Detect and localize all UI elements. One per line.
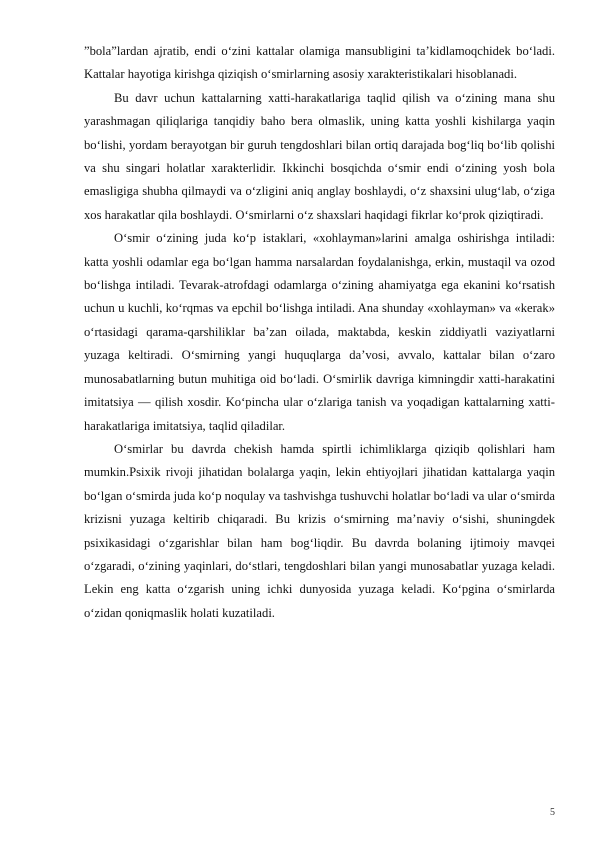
paragraph-3: O‘smir o‘zining juda ko‘p istaklari, «xohlayman»larini amalga oshirishga intiladi: katta yoshli odamlar ega bo‘lgan hamma narsalardan foydalanishga, erkin, mustaqil va ozod bo‘lishga intiladi. Tevarak-atrofdagi odamlarga o‘zining ahamiyatga ega ekanini ko‘rsatish uchun u kuchli, ko‘rqmas va epchil bo‘lishga intiladi. Ana shunday «xohlayman» va «kerak» o‘rtasidagi qarama-qarshiliklar ba’zan oilada, maktabda, keskin ziddiyatli vaziyatlarni yuzaga keltiradi. O‘smirning yangi huquqlarga da’vosi, avvalo, kattalar bilan o‘zaro munosabatlarning butun muhitiga oid bo‘ladi. O‘smirlik davriga kimningdir xatti-harakatini imitatsiya — qilish xosdir. Ko‘pincha ular o‘zlariga tanish va yoqadigan kattalarning xatti-harakatlariga imitatsiya, taqlid qiladilar. bbox=[84, 231, 555, 433]
paragraph-1: ”bola”lardan ajratib, endi o‘zini kattalar olamiga mansubligini ta’kidlamoqchidek bo‘ladi. Kattalar hayotiga kirishga qiziqish o‘smirlarning asosiy xarakteristikalari hisoblanadi. bbox=[84, 44, 555, 82]
paragraph-2: Bu davr uchun kattalarning xatti-harakatlariga taqlid qilish va o‘zining mana shu yarashmagan qiliqlariga tanqidiy baho bera olmaslik, uning katta yoshli kishilarga yaqin bo‘lishi, yordam berayotgan bir guruh tengdoshlari bilan ortiq darajada bog‘liq bo‘lib qolishi va shu singari holatlar xarakterlidir. Ikkinchi bosqichda o‘smir endi o‘zining yosh bola emasligiga shubha qilmaydi va o‘zligini aniq anglay boshlaydi, o‘z shaxsini ulug‘lab, o‘ziga xos harakatlar qila boshlaydi. O‘smirlarni o‘z shaxslari haqidagi fikrlar ko‘prok qiziqtiradi. bbox=[84, 90, 555, 222]
paragraph-4: O‘smirlar bu davrda chekish hamda spirtli ichimliklarga qiziqib qolishlari ham mumkin.Psixik rivoji jihatidan bolalarga yaqin, lekin ehtiyojlari jihatidan kattalarga yaqin bo‘lgan o‘smirda juda ko‘p noqulay va tashvishga tushuvchi holatlar bo‘ladi va ular o‘smirda krizisni yuzaga keltirib chiqaradi. Bu krizis o‘smirning ma’naviy o‘sishi, shuningdek psixikasidagi o‘zgarishlar bilan ham bog‘liqdir. Bu davrda bolaning ijtimoiy mavqei o‘zgaradi, o‘zining yaqinlari, do‘stlari, tengdoshlari bilan yangi munosabatlar yuzaga keladi. Lekin eng katta o‘zgarish uning ichki dunyosida yuzaga keladi. Ko‘pgina o‘smirlarda o‘zidan qoniqmaslik holati kuzatiladi. bbox=[84, 441, 555, 620]
page-number: 5 bbox=[550, 807, 555, 818]
document-page bbox=[84, 40, 555, 625]
